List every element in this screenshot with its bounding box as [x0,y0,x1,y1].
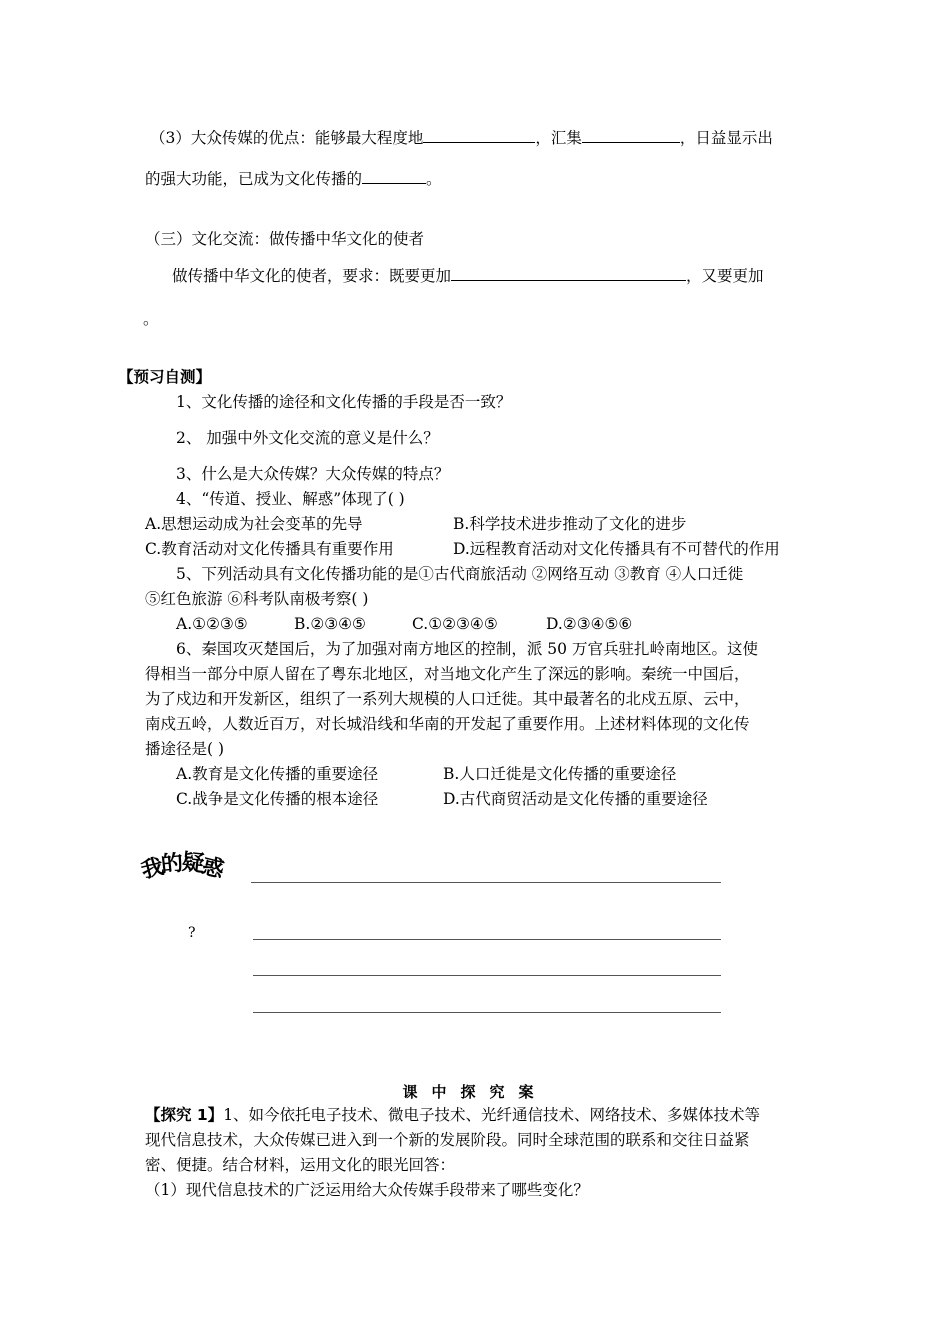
doubt-char: 的 [159,850,184,879]
question-5-line-2: ⑤红色旅游 ⑥科考队南极考察( ) [145,590,369,608]
advantage-text-5: 。 [426,170,442,188]
question-1: 1、文化传播的途径和文化传播的手段是否一致？ [176,393,512,411]
answer-line[interactable] [253,1012,721,1013]
exchange-line-1 [172,265,764,287]
blank-field[interactable] [423,127,535,143]
advantage-text-4: 的强大功能，已成为文化传播的 [145,170,363,188]
answer-line[interactable] [253,939,721,940]
preview-heading: 【预习自测】 [118,368,212,386]
inquiry-line-1 [145,1104,760,1126]
exchange-line-2: 。 [143,310,159,328]
blank-field[interactable] [451,265,686,281]
doubt-char: 我 [138,854,166,884]
question-6-line-1: 6、秦国攻灭楚国后，为了加强对南方地区的控制，派 50 万官兵驻扎岭南地区。这使 [176,640,758,658]
doubt-title [138,848,226,884]
q4-option-d: D.远程教育活动对文化传播具有不可替代的作用 [453,540,780,558]
answer-line[interactable] [253,975,721,976]
question-3: 3、什么是大众传媒？大众传媒的特点？ [176,465,450,483]
inquiry-question-1: （1）现代信息技术的广泛运用给大众传媒手段带来了哪些变化？ [145,1181,589,1199]
exchange-heading: （三）文化交流：做传播中华文化的使者 [145,230,425,248]
doubt-char: 疑 [180,849,205,878]
q5-option-a: A.①②③⑤ [176,615,248,633]
question-6-line-3: 为了戍边和开发新区，组织了一系列大规模的人口迁徙。其中最著名的北戍五原、云中， [145,690,750,708]
advantage-text-2: ，汇集 [535,129,582,147]
advantage-line-1 [150,127,773,149]
answer-line[interactable] [251,882,721,883]
q4-option-b: B.科学技术进步推动了文化的进步 [453,515,687,533]
q5-option-d: D.②③④⑤⑥ [546,615,633,633]
q5-option-c: C.①②③④⑤ [412,615,498,633]
inquiry-line-2: 现代信息技术，大众传媒已进入到一个新的发展阶段。同时全球范围的联系和交往日益紧 [145,1131,750,1149]
question-6-line-5: 播途径是( ) [145,740,225,758]
q4-option-c: C.教育活动对文化传播具有重要作用 [145,540,394,558]
q4-option-a: A.思想运动成为社会变革的先导 [145,515,363,533]
advantage-text-1: （3）大众传媒的优点：能够最大程度地 [150,129,424,147]
q6-option-a: A.教育是文化传播的重要途径 [176,765,379,783]
q6-option-c: C.战争是文化传播的根本途径 [176,790,379,808]
q5-option-b: B.②③④⑤ [294,615,366,633]
blank-field[interactable] [362,168,426,184]
question-6-line-4: 南戍五岭，人数近百万，对长城沿线和华南的开发起了重要作用。上述材料体现的文化传 [145,715,750,733]
question-2: 2、 加强中外文化交流的意义是什么？ [176,429,439,447]
question-4: 4、“传道、授业、解惑”体现了( ) [176,490,405,508]
inquiry-line-3: 密、便捷。结合材料，运用文化的眼光回答： [145,1156,456,1174]
blank-field[interactable] [582,127,680,143]
advantage-text-3: ，日益显示出 [679,129,773,147]
advantage-line-2 [145,168,442,190]
inquiry-title: 课中探究案 [402,1083,548,1101]
question-mark: ? [188,925,196,941]
q6-option-d: D.古代商贸活动是文化传播的重要途径 [443,790,708,808]
exchange-text-1: 做传播中华文化的使者，要求：既要更加 [172,267,452,285]
question-6-line-2: 得相当一部分中原人留在了粤东北地区，对当地文化产生了深远的影响。秦统一中国后， [145,665,750,683]
inquiry-label: 【探究 1】 [145,1106,224,1124]
inquiry-text-1: 1、如今依托电子技术、微电子技术、光纤通信技术、网络技术、多媒体技术等 [223,1106,761,1124]
exchange-text-2: ，又要更加 [686,267,764,285]
q6-option-b: B.人口迁徙是文化传播的重要途径 [443,765,677,783]
doubt-char: 惑 [199,853,226,884]
question-5-line-1: 5、下列活动具有文化传播功能的是①古代商旅活动 ②网络互动 ③教育 ④人口迁徙 [176,565,744,583]
